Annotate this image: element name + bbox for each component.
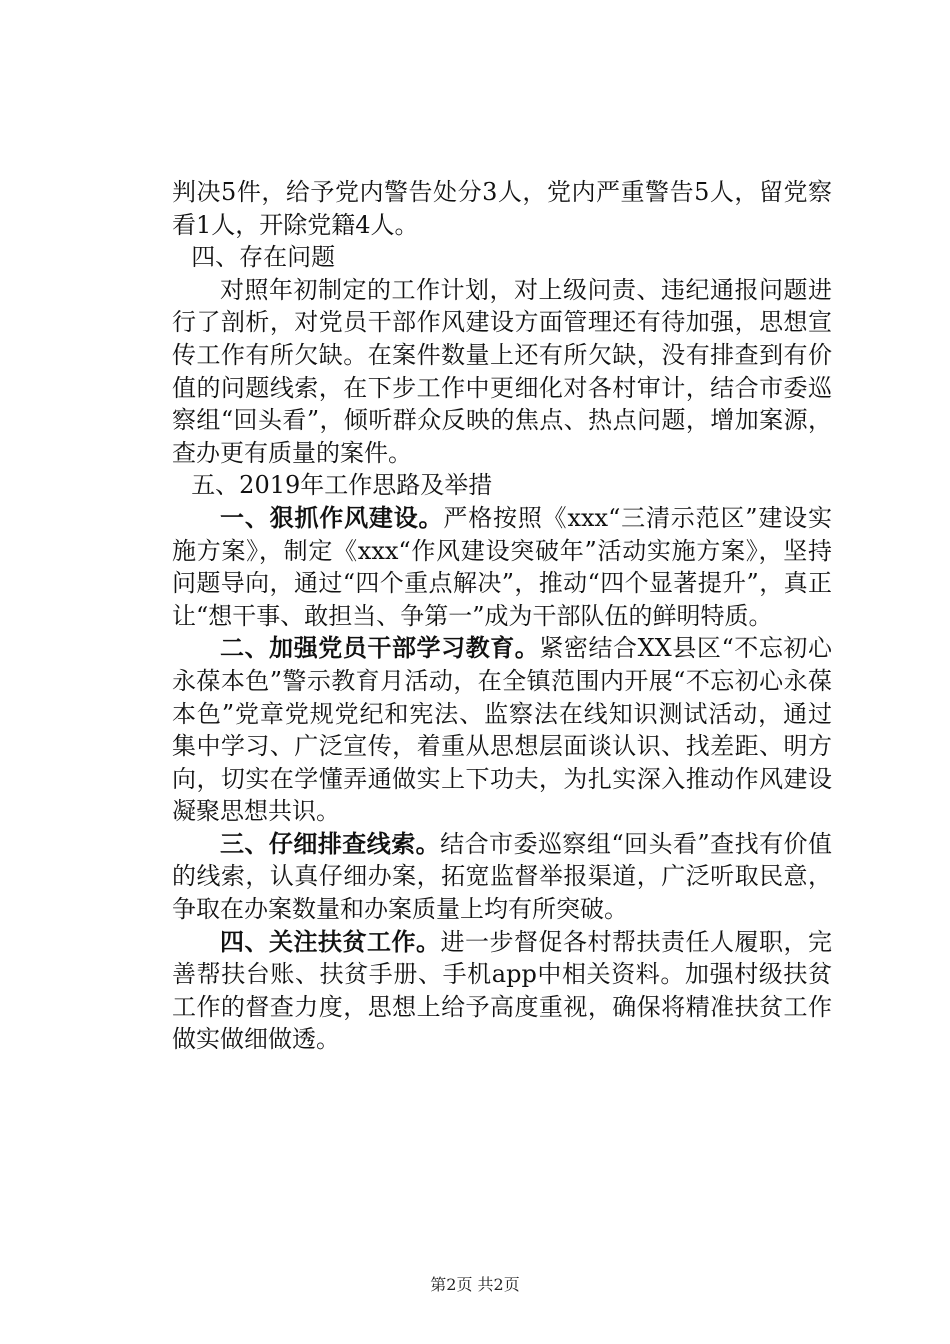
section-heading-problems: 四、存在问题 (191, 243, 336, 272)
paragraph-item-2 (172, 632, 832, 828)
item-4-lead: 四、关注扶贫工作。 (220, 926, 441, 956)
page-number-footer: 第2页 共2页 (430, 1275, 520, 1294)
item-1-lead: 一、狠抓作风建设。 (220, 502, 444, 532)
paragraph-problems: 对照年初制定的工作计划，对上级问责、违纪通报问题进行了剖析，对党员干部作风建设方面管理还有待加强，思想宣传工作有所欠缺。在案件数量上还有所欠缺，没有排查到有价值的问题线索，在下步工作中更细化对各村审计，结合市委巡察组“回头看”，倾听群众反映的焦点、热点问题，增加案源，查办更有质量的案件。 (172, 275, 832, 467)
item-2-body: 紧密结合XX县区“不忘初心永葆本色”警示教育月活动，在全镇范围内开展“不忘初心永葆本色”党章党规党纪和宪法、监察法在线知识测试活动，通过集中学习、广泛宣传，着重从思想层面谈认识、找差距、明方向，切实在学懂弄通做实上下功夫，为扎实深入推动作风建设凝聚思想共识。 (172, 634, 832, 826)
paragraph-item-3 (172, 828, 832, 926)
document-body (172, 176, 832, 1056)
item-4-body: 进一步督促各村帮扶责任人履职，完善帮扶台账、扶贫手册、手机app中相关资料。加强村级扶贫工作的督查力度，思想上给予高度重视，确保将精准扶贫工作做实做细做透。 (172, 927, 832, 1054)
item-2-lead: 二、加强党员干部学习教育。 (220, 633, 540, 663)
paragraph-case-results: 判决5件，给予党内警告处分3人，党内严重警告5人，留党察看1人，开除党籍4人。 (172, 178, 832, 239)
item-3-body: 结合市委巡察组“回头看”查找有价值的线索，认真仔细办案，拓宽监督举报渠道，广泛听取民意，争取在办案数量和办案质量上均有所突破。 (172, 829, 832, 924)
paragraph-item-1 (172, 502, 832, 632)
section-heading-plans: 五、2019年工作思路及举措 (191, 471, 493, 500)
paragraph-item-4 (172, 926, 832, 1056)
item-3-lead: 三、仔细排查线索。 (220, 828, 441, 858)
item-1-body: 严格按照《xxx“三清示范区”建设实施方案》，制定《xxx“作风建设突破年”活动实施方案》，坚持问题导向，通过“四个重点解决”，推动“四个显著提升”，真正让“想干事、敢担当、争第一”成为干部队伍的鲜明特质。 (172, 503, 832, 630)
